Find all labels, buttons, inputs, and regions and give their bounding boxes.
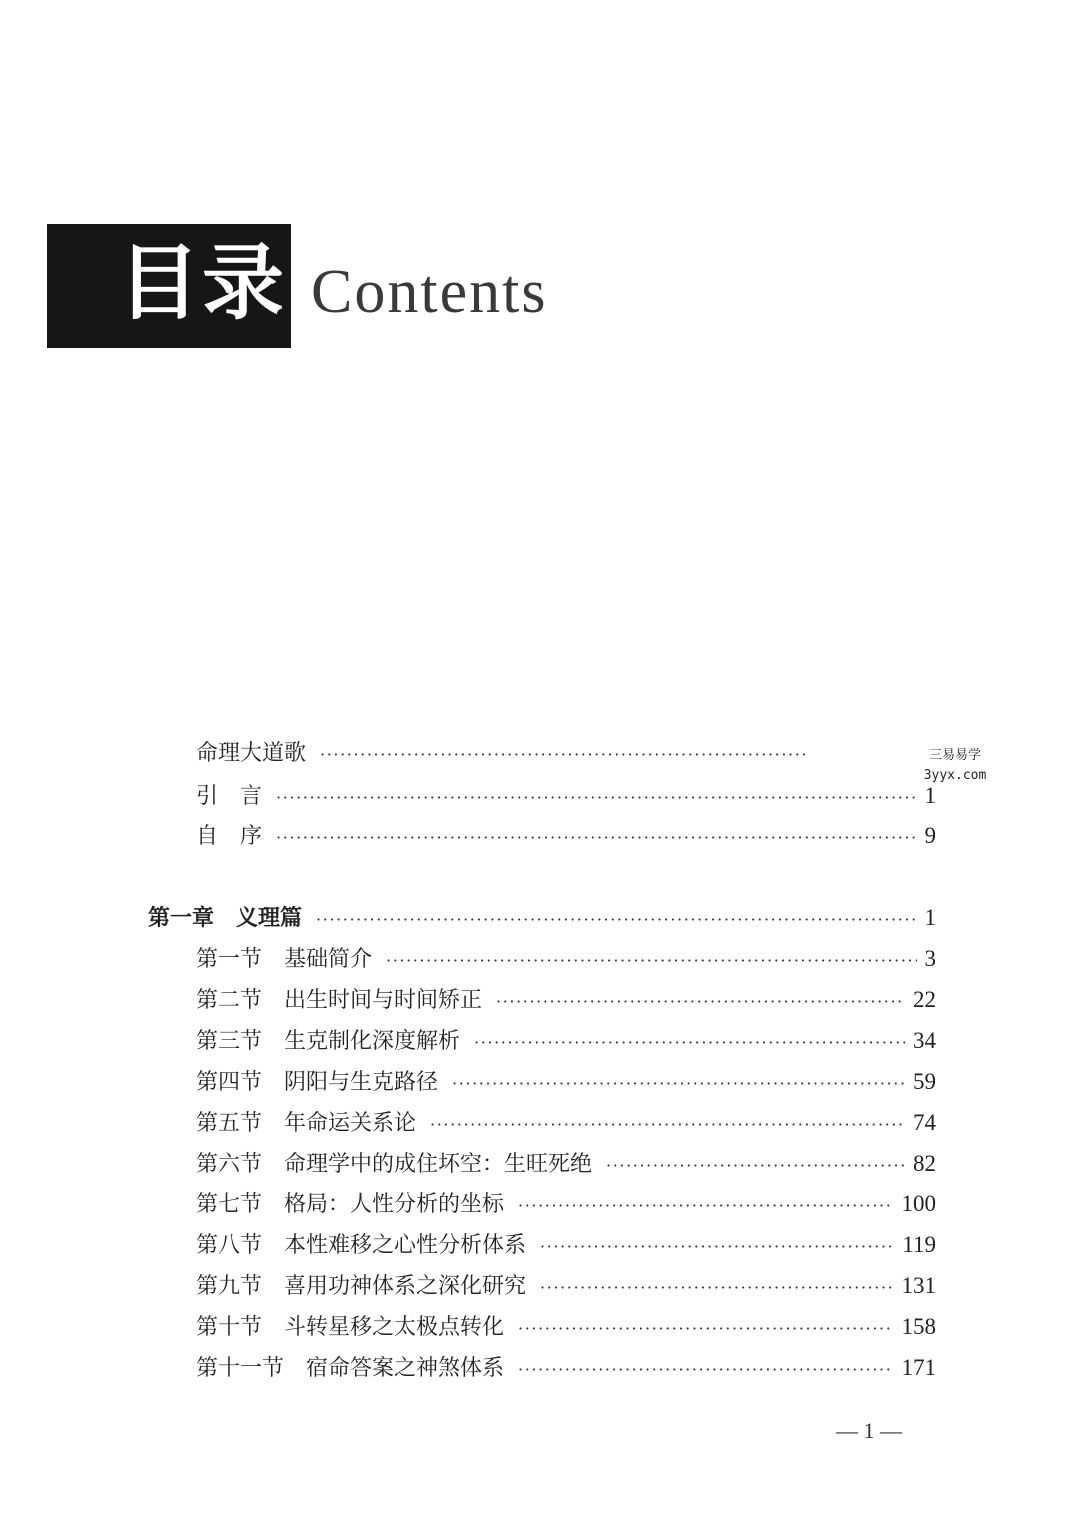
toc-section-1[interactable] [196,944,936,974]
toc-section-label: 第十节 斗转星移之太极点转化 [196,1315,505,1340]
footer-page-number: — 1 — [836,1418,902,1443]
dot-leader [518,1355,893,1385]
dot-leader [452,1069,905,1099]
toc-section-2[interactable] [196,985,936,1015]
dot-leader [518,1191,893,1221]
toc-section-page: 100 [901,1191,936,1216]
dot-leader [518,1314,893,1344]
toc-section-label: 第九节 喜用功神体系之深化研究 [196,1274,527,1299]
toc-section-page: 119 [902,1232,936,1257]
toc-chapter-1[interactable] [148,903,936,933]
toc-section-page: 3 [924,946,936,971]
toc-section-11[interactable] [196,1353,936,1383]
toc-section-3[interactable] [196,1026,936,1056]
toc-section-page: 171 [901,1355,936,1380]
toc-entry-page: 1 [924,783,936,808]
toc-section-label: 第二节 出生时间与时间矫正 [196,988,483,1013]
toc-section-page: 82 [913,1151,936,1176]
toc-entry-dadaoge[interactable] [196,739,826,769]
toc-section-label: 第十一节 宿命答案之神煞体系 [196,1356,505,1381]
dot-leader [276,783,916,813]
toc-section-page: 59 [913,1069,936,1094]
watermark-name: 三易易学 [928,748,981,763]
dot-leader [540,1232,894,1262]
dot-leader [606,1151,905,1181]
toc-section-9[interactable] [196,1271,936,1301]
toc-section-page: 74 [913,1110,936,1135]
toc-section-label: 第八节 本性难移之心性分析体系 [196,1233,527,1258]
toc-section-page: 22 [913,987,936,1012]
dot-leader [276,823,916,853]
toc-section-label: 第六节 命理学中的成住坏空：生旺死绝 [196,1152,593,1177]
watermark [915,746,995,786]
toc-section-page: 131 [901,1273,936,1298]
dot-leader [540,1273,893,1303]
dot-leader [496,987,905,1017]
dot-leader [316,905,916,935]
toc-chapter-label: 第一章 义理篇 [148,905,303,931]
toc-section-label: 第四节 阴阳与生克路径 [196,1070,439,1095]
page-title-english: Contents [311,258,548,326]
toc-entry-label: 自 序 [196,824,263,849]
toc-chapter-page: 1 [924,905,936,930]
toc-entry-label: 引 言 [196,784,263,809]
toc-section-7[interactable] [196,1189,936,1219]
toc-entry-preface[interactable] [196,821,936,851]
toc-section-10[interactable] [196,1312,936,1342]
toc-section-label: 第五节 年命运关系论 [196,1111,417,1136]
toc-section-8[interactable] [196,1230,936,1260]
toc-section-page: 34 [913,1028,936,1053]
toc-entry-label: 命理大道歌 [196,741,307,766]
toc-section-label: 第一节 基础简介 [196,947,373,972]
toc-section-page: 158 [901,1314,936,1339]
toc-section-4[interactable] [196,1067,936,1097]
toc-section-label: 第七节 格局：人性分析的坐标 [196,1192,505,1217]
toc-entry-page: 9 [924,823,936,848]
dot-leader [386,946,916,976]
dot-leader [430,1110,905,1140]
toc-section-5[interactable] [196,1108,936,1138]
dot-leader [474,1028,905,1058]
watermark-url: 3yyx.com [923,768,987,783]
toc-section-label: 第三节 生克制化深度解析 [196,1029,461,1054]
page-title-chinese: 目录 [118,236,287,331]
toc-entry-introduction[interactable] [196,781,936,811]
toc-section-6[interactable] [196,1149,936,1179]
dot-leader [320,740,808,770]
